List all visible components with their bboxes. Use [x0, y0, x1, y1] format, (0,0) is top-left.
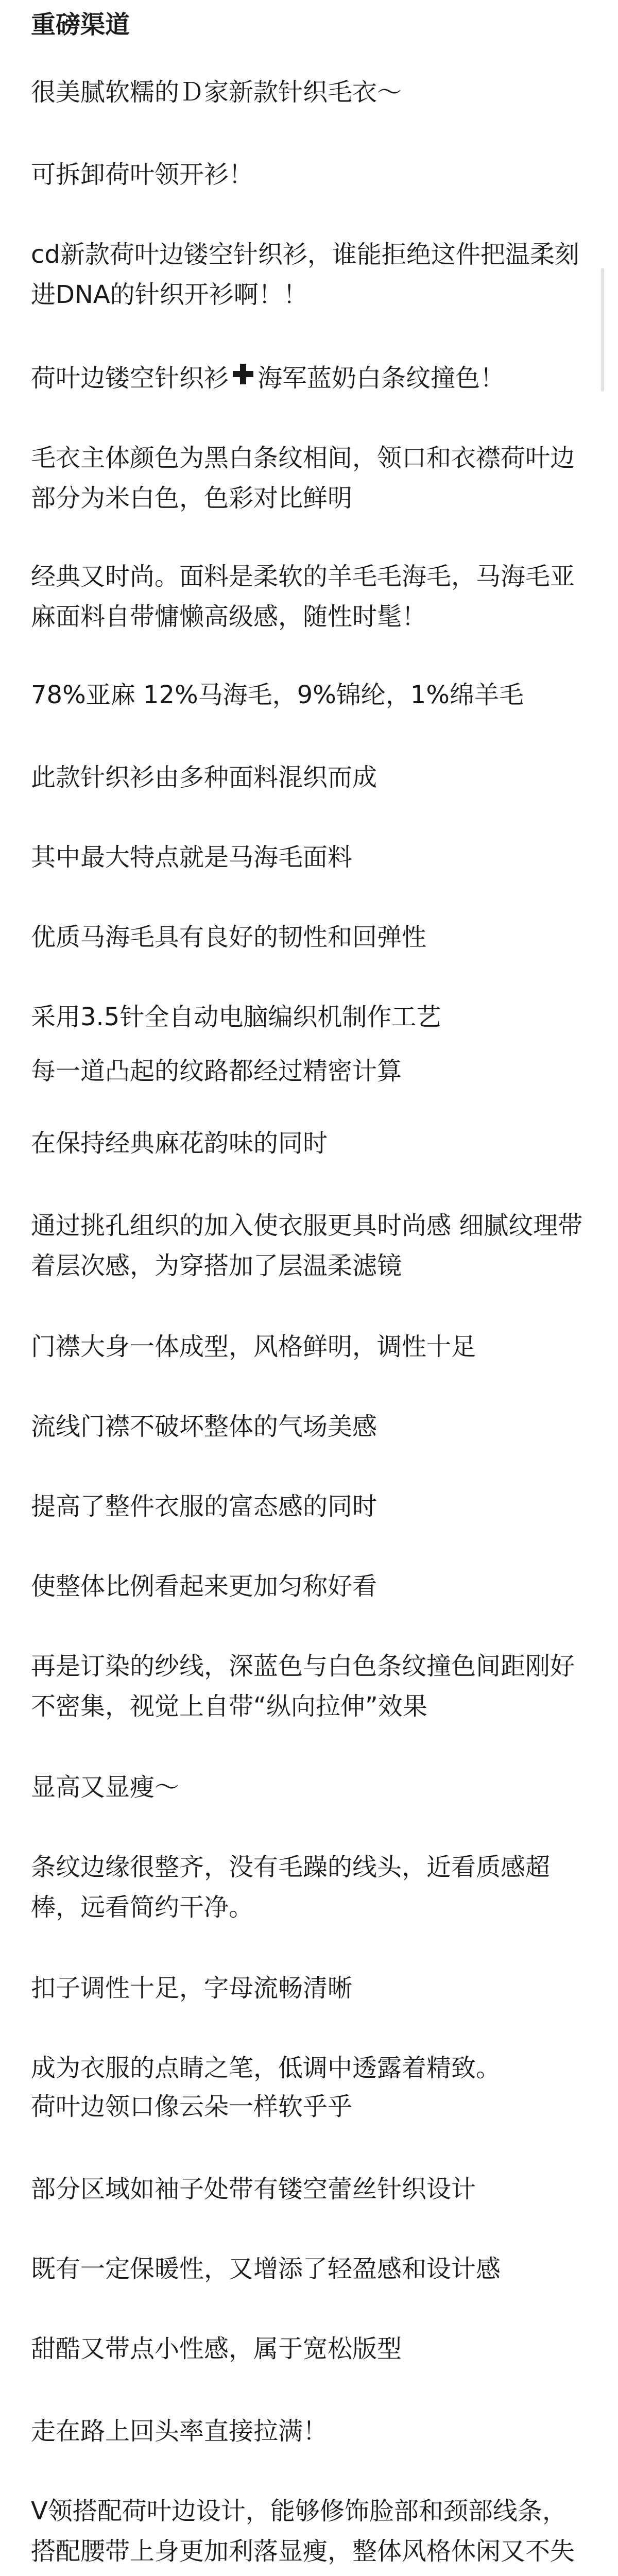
description-line: 78%亚麻 12%马海毛，9%锦纶，1%绵羊毛: [31, 681, 524, 709]
description-line: 可拆卸荷叶领开衫！: [31, 160, 254, 189]
description-line: 成为衣服的点睛之笔，低调中透露着精致。: [31, 2054, 501, 2082]
description-line: 提高了整件衣服的富态感的同时: [31, 1492, 377, 1521]
description-line: 其中最大特点就是马海毛面料: [31, 843, 353, 872]
description-line: 很美腻软糯的Ｄ家新款针织毛衣～: [31, 78, 402, 107]
description-line: 扣子调性十足，字母流畅清晰: [31, 1974, 353, 2003]
description-line: 部分区域如袖子处带有镂空蕾丝针织设计: [31, 2175, 476, 2204]
description-line: 走在路上回头率直接拉满！: [31, 2417, 328, 2446]
description-line: 甜酷又带点小性感，属于宽松版型: [31, 2334, 402, 2363]
description-line: 使整体比例看起来更加匀称好看: [31, 1572, 377, 1601]
description-line: 条纹边缘很整齐，没有毛躁的线头，近看质感超棒，远看简约干净。: [31, 1853, 551, 1922]
description-line: 荷叶边领口像云朵一样软乎乎: [31, 2092, 353, 2121]
heavy-plus-icon: [229, 358, 258, 398]
description-line: 毛衣主体颜色为黑白条纹相间，领口和衣襟荷叶边部分为米白色，色彩对比鲜明: [31, 444, 575, 513]
description-line: 再是订染的纱线，深蓝色与白色条纹撞色间距刚好不密集，视觉上自带“纵向拉伸”效果: [31, 1652, 575, 1721]
description-line: 既有一定保暖性，又增添了轻盈感和设计感: [31, 2255, 501, 2283]
description-line: 采用3.5针全自动电脑编织机制作工艺: [31, 1003, 441, 1031]
description-line-part: 荷叶边镂空针织衫: [31, 364, 229, 393]
description-line: 经典又时尚。面料是柔软的羊毛毛海毛，马海毛亚麻面料自带慵懒高级感，随性时髦！: [31, 562, 575, 631]
description-line: [31, 358, 587, 398]
description-line: 每一道凸起的纹路都经过精密计算: [31, 1057, 402, 1086]
scrollbar[interactable]: [601, 268, 604, 392]
page-title: 重磅渠道: [31, 10, 130, 39]
description-line: 此款针织衫由多种面料混织而成: [31, 763, 377, 792]
description-line: 显高又显瘦～: [31, 1773, 180, 1802]
description-line-part: 海军蓝奶白条纹撞色！: [258, 364, 505, 393]
description-line: 在保持经典麻花韵味的同时: [31, 1129, 328, 1158]
description-line: 门襟大身一体成型，风格鲜明，调性十足: [31, 1332, 476, 1361]
description-line: 流线门襟不破坏整体的气场美感: [31, 1412, 377, 1441]
description-line: 通过挑孔组织的加入使衣服更具时尚感 细腻纹理带着层次感，为穿搭加了层温柔滤镜: [31, 1211, 583, 1280]
description-line: cd新款荷叶边镂空针织衫，谁能拒绝这件把温柔刻进DNA的针织开衫啊！！: [31, 240, 579, 309]
description-line: V领搭配荷叶边设计，能够修饰脸部和颈部线条，搭配腰带上身更加利落显瘦，整体风格休闲又不失: [31, 2497, 575, 2566]
description-line: 优质马海毛具有良好的韧性和回弹性: [31, 923, 427, 952]
